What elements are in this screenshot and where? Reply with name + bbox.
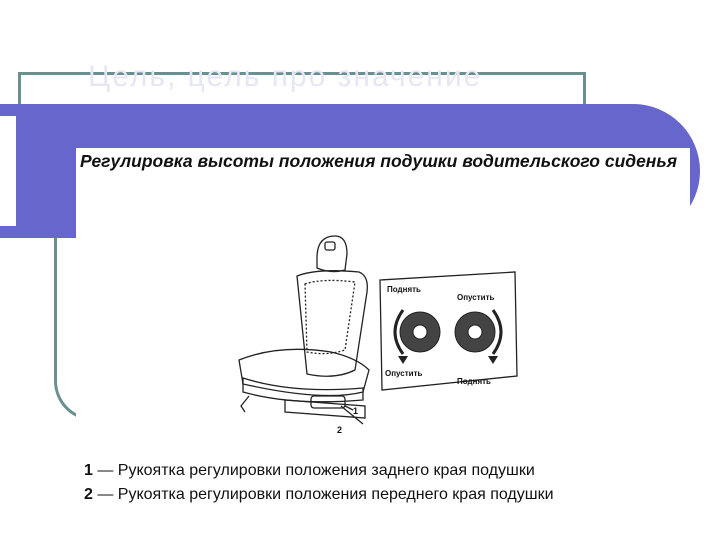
caption-line-2 <box>84 486 554 504</box>
caption-number: 2 <box>84 486 93 503</box>
label-lower-top: Опустить <box>457 293 495 302</box>
label-raise-top: Поднять <box>387 285 421 294</box>
caption-number: 1 <box>84 462 93 479</box>
callout-number-1: 1 <box>353 406 359 416</box>
document-title: Регулировка высоты положения подушки водительского сиденья <box>80 151 678 171</box>
seat-icon <box>239 236 369 424</box>
caption-line-1 <box>84 462 535 480</box>
caption-text: — Рукоятка регулировки положения заднего края подушки <box>92 462 535 479</box>
label-lower-bottom: Опустить <box>385 369 423 378</box>
gear-icon-front <box>455 312 495 352</box>
banner-gap <box>0 116 16 226</box>
seat-adjustment-figure <box>225 228 525 443</box>
label-raise-bottom: Поднять <box>457 377 491 386</box>
caption-text: — Рукоятка регулировки положения переднего края подушки <box>92 486 554 503</box>
slide-ghost-title: Цель, цель про значение <box>88 60 483 93</box>
callout-number-2: 2 <box>337 425 343 435</box>
gear-icon-rear <box>400 312 440 352</box>
